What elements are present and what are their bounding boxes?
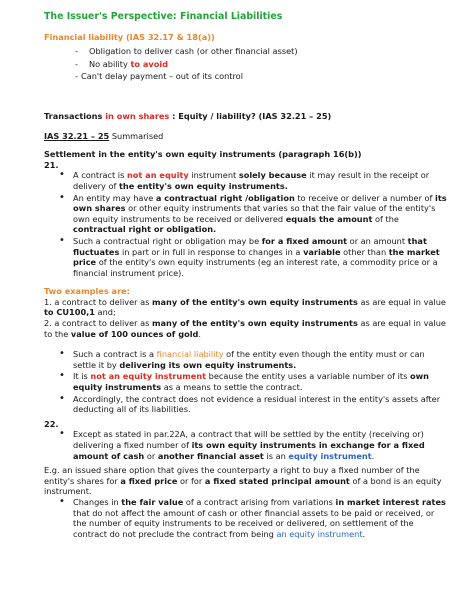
paragraph-22-list <box>44 429 449 461</box>
transactions-heading: Transactions in own shares : Equity / liability? (IAS 32.21 – 25) <box>44 110 332 121</box>
example-2: 2. a contract to deliver as many of the entity's own equity instruments as are equal in value to the value of 100 ounces of gold. <box>44 318 446 339</box>
paragraph-22-label: 22. <box>44 418 59 429</box>
example-1: 1. a contract to deliver as many of the entity's own equity instruments as are equal in value to CU100,1 and; <box>44 296 446 318</box>
list-item: • Such a contractual right or obligation may be for a fixed amount or an amount that fluctuates in part or in full in response to changes in a variable other than the market price of the entity's own equity instruments (eg an interest rate, a commodity price or a financial instrument price). <box>44 236 449 278</box>
financial-liability-list <box>44 46 449 82</box>
list-item: • It is not an equity instrument because the entity uses a variable number of its own equity instruments as a means to settle the contract. <box>44 371 449 392</box>
list-item: - Can't delay payment – out of its control <box>44 71 449 82</box>
settlement-heading: Settlement in the entity's own equity instruments (paragraph 16(b)) <box>44 149 362 160</box>
financial-liability-heading: Financial liability (IAS 32.17 & 18(a)) <box>44 31 215 42</box>
list-item: - No ability to avoid <box>44 59 449 70</box>
list-item: • Such a contract is a financial liability of the entity even though the entity must or can settle it by delivering its own equity instruments. <box>44 349 449 370</box>
list-item: • A contract is not an equity instrument solely because it may result in the receipt or delivery of the entity's own equity instruments. <box>44 170 449 191</box>
paragraph-22-list-2 <box>44 497 449 539</box>
paragraph-21-list <box>44 170 449 278</box>
paragraph-21-label: 21. <box>44 159 59 170</box>
list-item: • An entity may have a contractual right /obligation to receive or deliver a number of its own shares or other equity instruments that varies so that the fair value of the entity's own equity instruments to be received or delivered equals the amount of the contractual right or obligation. <box>44 193 449 235</box>
examples-list <box>44 349 449 415</box>
list-item: • Changes in the fair value of a contract arising from variations in market interest rates that do not affect the amount of cash or other financial assets to be paid or received, or the number of equity instruments to be received or delivered, on settlement of the contract do not preclude the contract from being an equity instrument. <box>44 497 449 539</box>
list-item: - Obligation to deliver cash (or other financial asset) <box>44 46 449 57</box>
page-title: The Issuer's Perspective: Financial Liabilities <box>44 11 283 22</box>
example-share-option: E.g. an issued share option that gives the counterparty a right to buy a fixed number of the entity's shares for a fixed price or for a fixed stated principal amount of a bond is an equity instrument. <box>44 465 442 497</box>
list-item: • Except as stated in par.22A, a contract that will be settled by the entity (receiving or) delivering a fixed number of its own equity instruments in exchange for a fixed amount of cash or another financial asset is an equity instrument. <box>44 429 449 461</box>
list-item: • Accordingly, the contract does not evidence a residual interest in the entity's assets after deducting all of its liabilities. <box>44 394 449 415</box>
examples-heading: Two examples are: <box>44 286 130 297</box>
ias-reference: IAS 32.21 – 25 Summarised <box>44 130 164 141</box>
